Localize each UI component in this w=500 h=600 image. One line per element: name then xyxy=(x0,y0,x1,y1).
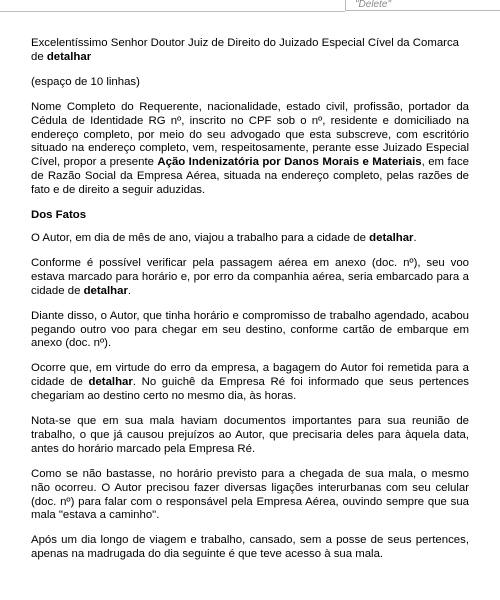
facts-p1-after: . xyxy=(413,231,417,244)
address-text: Excelentíssimo Senhor Doutor Juiz de Direito do Juizado Especial Cível da Comarca de xyxy=(31,37,459,63)
action-title: Ação Indenizatória por Danos Morais e Materiais xyxy=(157,156,422,169)
facts-p1-placeholder: detalhar xyxy=(369,231,414,244)
facts-p4-placeholder: detalhar xyxy=(88,376,133,389)
facts-paragraph-6: Como se não bastasse, no horário previsto para a chegada de sua mala, o mesmo não ocorreu. O Autor precisou fazer diversas ligações interurbanas com seu celular (doc. nº) para falar com o responsável pela Empresa Aérea, ouvindo sempre que sua mala "estava a caminho". xyxy=(31,467,469,522)
facts-paragraph-7: Após um dia longo de viagem e trabalho, cansado, sem a posse de seus pertences, apenas na madrugada do dia seguinte é que teve acesso à sua mala. xyxy=(31,534,469,561)
facts-paragraph-4 xyxy=(31,362,469,404)
facts-p1-before: O Autor, em dia de mês de ano, viajou a trabalho para a cidade de xyxy=(31,231,370,244)
spacing-note: (espaço de 10 linhas) xyxy=(31,75,140,88)
qualification-text-after: , em face de Razão Social da Empresa Aérea, situada na endereço completo, pelas razões de fato e de direito a seguir aduzidas. xyxy=(31,156,469,197)
document-body xyxy=(31,37,469,573)
delete-revision-tag[interactable]: "Delete" xyxy=(345,0,500,11)
facts-p4-after: . No guichê da Empresa Ré foi informado que seus pertences chegariam ao destino certo no mesmo dia, às horas. xyxy=(31,376,469,403)
address-paragraph xyxy=(31,37,469,65)
facts-p2-before: Conforme é possível verificar pela passagem aérea em anexo (doc. nº), seu voo estava marcado para horário e, por erro da companhia aérea, seria embarcado para a cidade de xyxy=(31,256,469,297)
address-placeholder: detalhar xyxy=(46,50,92,63)
facts-p2-after: . xyxy=(127,284,132,297)
facts-paragraph-3: Diante disso, o Autor, que tinha horário e compromisso de trabalho agendado, acabou pegando outro voo para chegar em seu destino, conforme cartão de embarque em anexo (doc. nº). xyxy=(31,309,469,350)
facts-p2-placeholder: detalhar xyxy=(83,284,128,297)
section-heading-facts: Dos Fatos xyxy=(31,209,87,222)
qualification-text-before: Nome Completo do Requerente, nacionalidade, estado civil, profissão, portador da Cédula de Identidade RG nº, inscrito no CPF sob o nº, residente e domiciliado na endereço completo, por meio do seu advogado que esta subscreve, com escritório situado na endereço completo, vem, respeitosamente, perante esse Juizado Especial Cível, propor a presente xyxy=(31,100,469,169)
qualification-paragraph xyxy=(31,101,469,198)
facts-paragraph-2 xyxy=(31,257,469,299)
header-divider xyxy=(0,11,345,12)
facts-paragraph-1 xyxy=(31,232,469,246)
facts-paragraph-5: Nota-se que em sua mala haviam documentos importantes para sua reunião de trabalho, o que já causou prejuízos ao Autor, que precisaria deles para àquela data, antes do horário marcado pela Empresa Ré. xyxy=(31,415,469,455)
facts-p4-before: Ocorre que, em virtude do erro da empresa, a bagagem do Autor foi remetida para a cidade de xyxy=(31,362,469,389)
